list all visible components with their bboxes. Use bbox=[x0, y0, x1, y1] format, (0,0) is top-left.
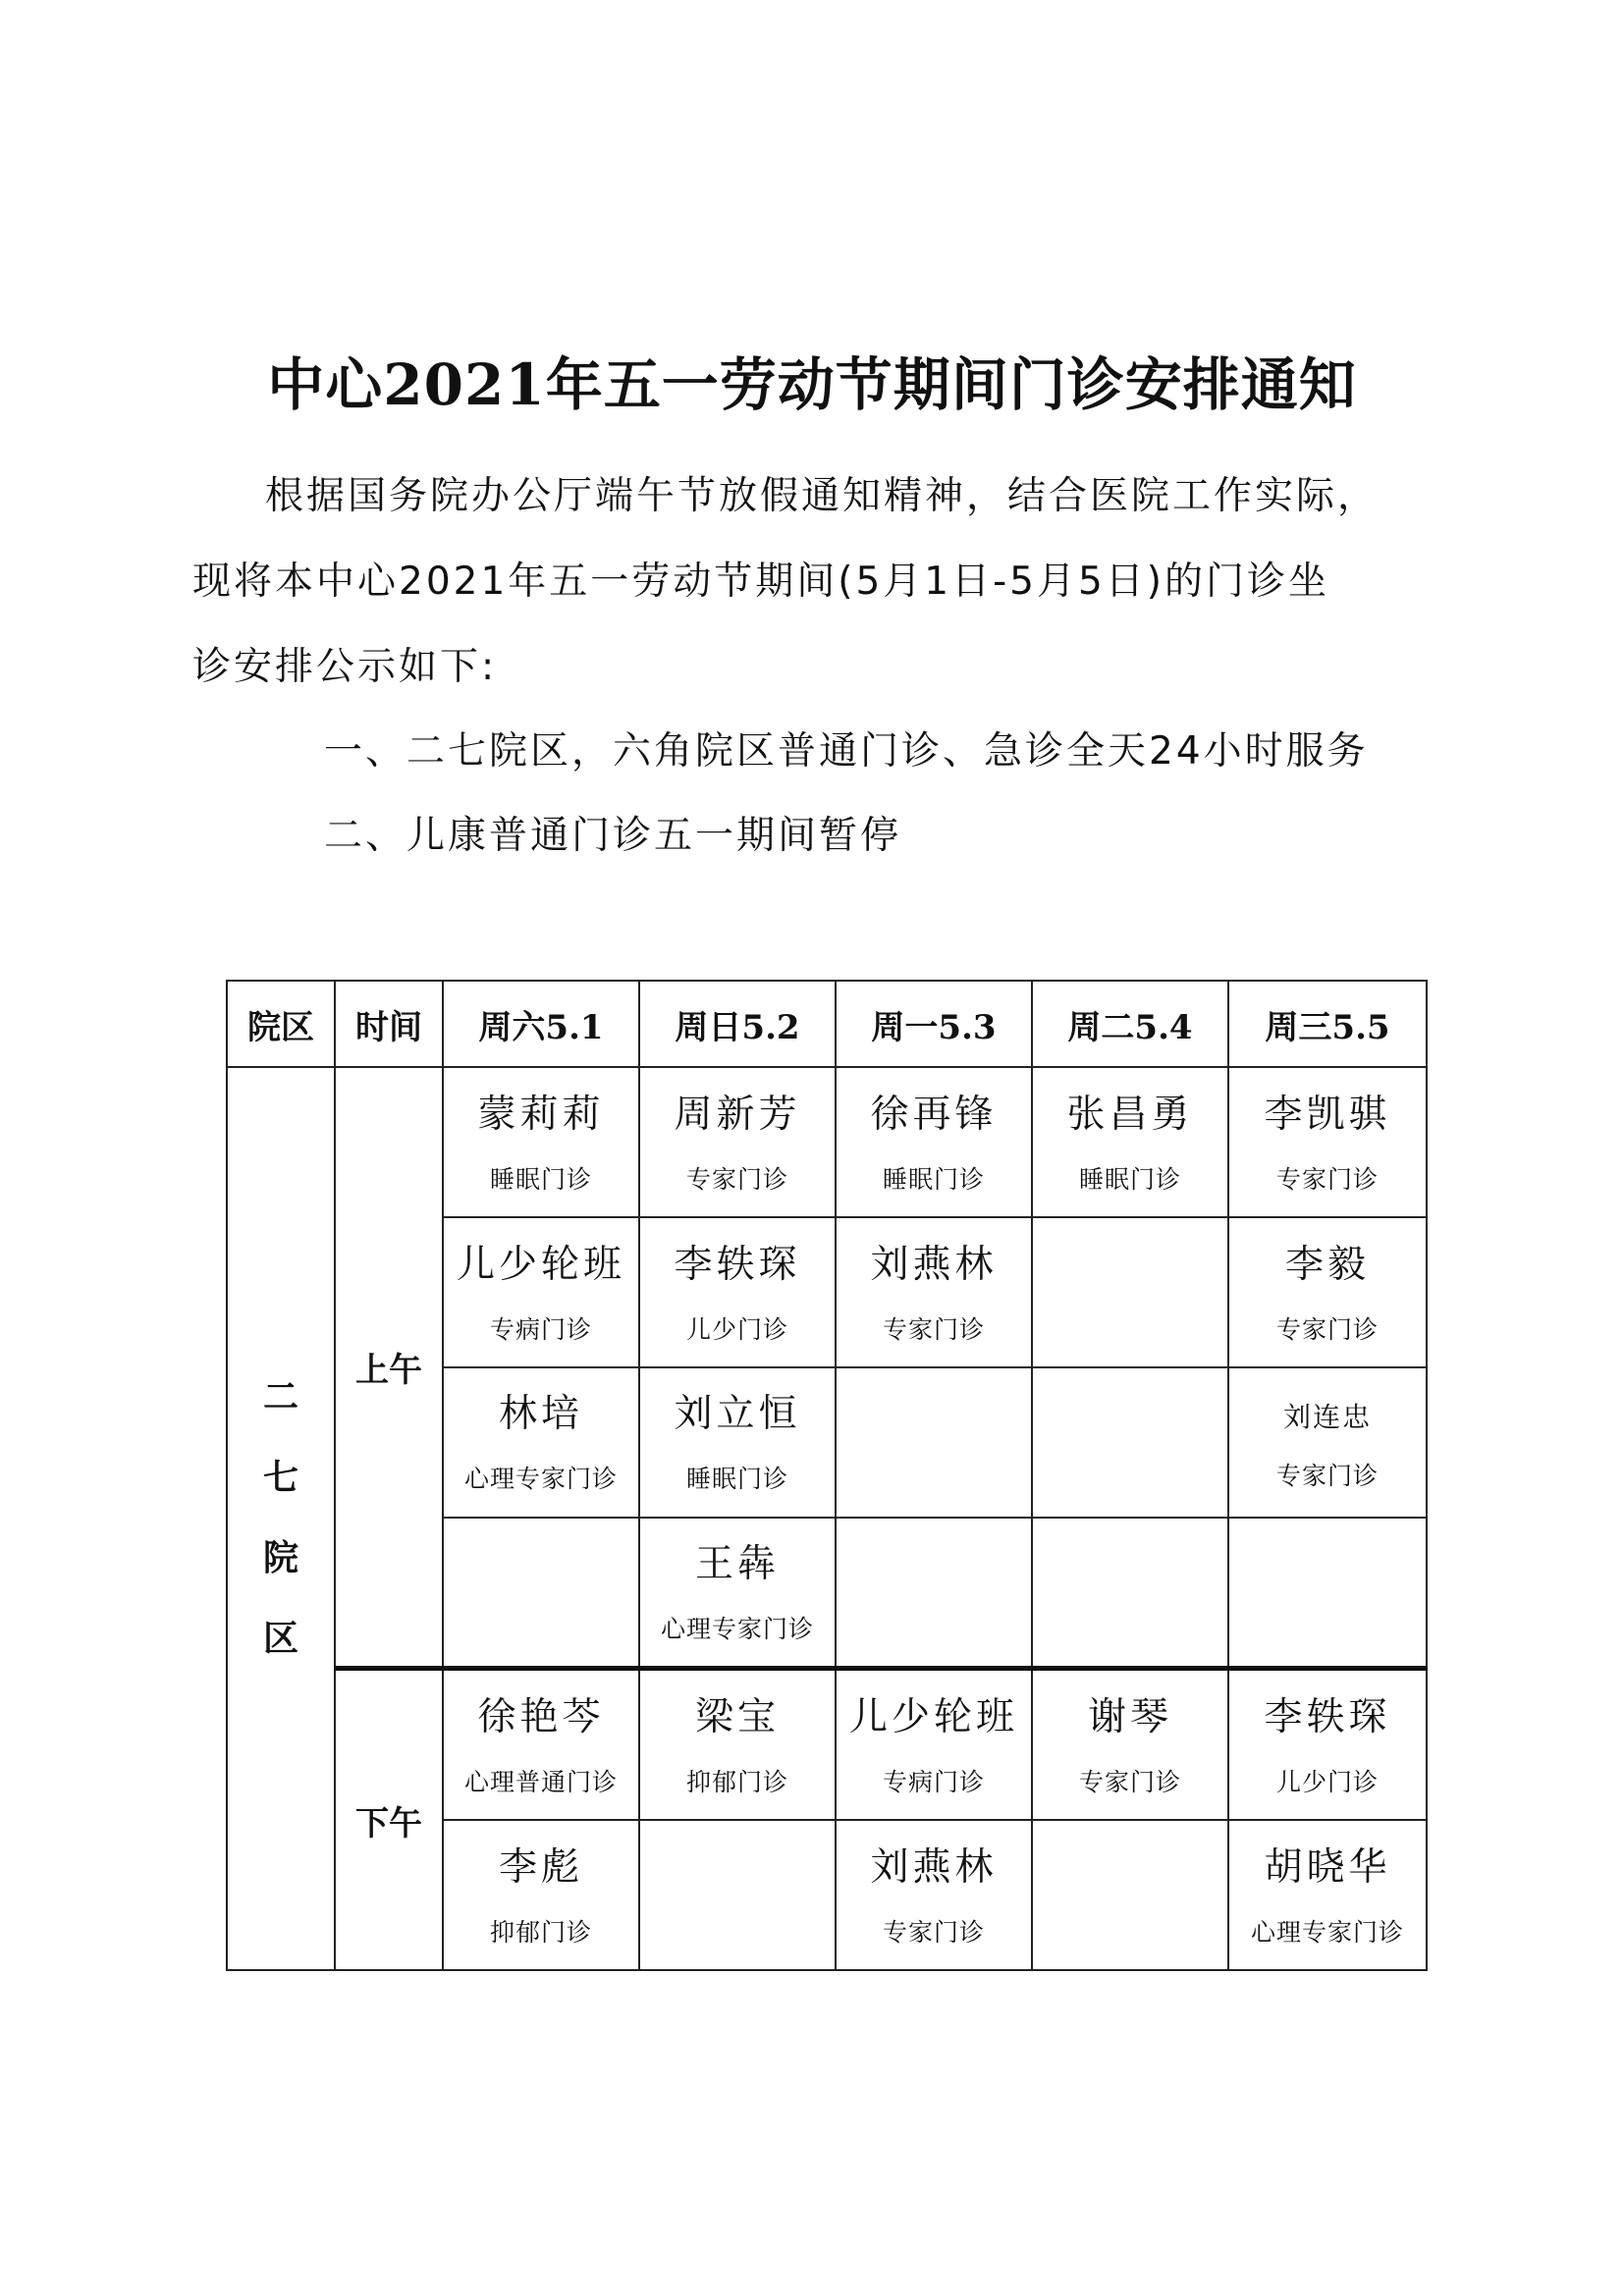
schedule-cell bbox=[1228, 1367, 1427, 1518]
campus-cell bbox=[227, 1067, 335, 1970]
intro-paragraph-line-3: 诊安排公示如下: bbox=[192, 645, 498, 689]
schedule-cell bbox=[443, 1367, 639, 1518]
clinic-type: 专家门诊 bbox=[882, 1314, 985, 1344]
doctor-name: 梁宝 bbox=[694, 1694, 780, 1739]
clinic-type: 专家门诊 bbox=[1078, 1767, 1181, 1796]
intro-paragraph-line-1: 根据国务院办公厅端午节放假通知精神，结合医院工作实际， bbox=[265, 474, 1380, 518]
header-day-tue: 周二5.4 bbox=[1032, 981, 1228, 1067]
clinic-type: 儿少门诊 bbox=[1275, 1767, 1379, 1796]
doctor-name: 刘立恒 bbox=[674, 1392, 801, 1437]
intro-paragraph-line-2: 现将本中心2021年五一劳动节期间(5月1日-5月5日)的门诊坐 bbox=[192, 560, 1330, 604]
schedule-cell bbox=[639, 1367, 836, 1518]
schedule-cell bbox=[836, 1217, 1032, 1367]
clinic-type: 专家门诊 bbox=[1275, 1164, 1379, 1194]
schedule-cell-empty bbox=[836, 1518, 1032, 1669]
clinic-type: 抑郁门诊 bbox=[685, 1767, 788, 1796]
schedule-cell bbox=[1032, 1669, 1228, 1820]
schedule-cell-empty bbox=[836, 1367, 1032, 1518]
clinic-type: 心理普通门诊 bbox=[463, 1767, 618, 1796]
header-day-sun: 周日5.2 bbox=[639, 981, 836, 1067]
schedule-cell-empty bbox=[1032, 1217, 1228, 1367]
header-campus: 院区 bbox=[227, 981, 335, 1067]
schedule-cell bbox=[443, 1820, 639, 1970]
schedule-cell-empty bbox=[1032, 1820, 1228, 1970]
clinic-type: 睡眠门诊 bbox=[685, 1465, 788, 1494]
notice-item-2: 二、儿康普通门诊五一期间暂停 bbox=[324, 814, 902, 858]
schedule-cell bbox=[1228, 1820, 1427, 1970]
schedule-cell-empty bbox=[1032, 1518, 1228, 1669]
clinic-type: 睡眠门诊 bbox=[489, 1164, 592, 1194]
schedule-cell bbox=[443, 1669, 639, 1820]
doctor-name: 李彪 bbox=[498, 1844, 583, 1890]
campus-char: 区 bbox=[262, 1619, 298, 1660]
doctor-name: 李毅 bbox=[1284, 1242, 1370, 1287]
doctor-name: 张昌勇 bbox=[1066, 1092, 1194, 1137]
schedule-cell bbox=[639, 1669, 836, 1820]
clinic-type: 专病门诊 bbox=[489, 1314, 592, 1344]
campus-char: 二 bbox=[262, 1377, 298, 1418]
clinic-type: 心理专家门诊 bbox=[1250, 1917, 1404, 1947]
doctor-name: 周新芳 bbox=[674, 1092, 801, 1137]
schedule-cell bbox=[836, 1669, 1032, 1820]
doctor-name: 徐再锋 bbox=[870, 1092, 998, 1137]
schedule-table bbox=[226, 980, 1428, 1971]
doctor-name: 谢琴 bbox=[1087, 1694, 1172, 1739]
doctor-name: 儿少轮班 bbox=[456, 1242, 625, 1287]
doctor-name: 蒙莉莉 bbox=[477, 1092, 605, 1137]
schedule-cell bbox=[836, 1820, 1032, 1970]
clinic-type: 睡眠门诊 bbox=[1078, 1164, 1181, 1194]
schedule-cell-empty bbox=[1228, 1518, 1427, 1669]
clinic-type: 儿少门诊 bbox=[685, 1314, 788, 1344]
doctor-name: 李凯骐 bbox=[1264, 1092, 1391, 1137]
schedule-cell bbox=[1228, 1669, 1427, 1820]
schedule-cell bbox=[836, 1067, 1032, 1217]
schedule-cell bbox=[639, 1217, 836, 1367]
schedule-cell bbox=[443, 1067, 639, 1217]
schedule-cell bbox=[1228, 1217, 1427, 1367]
clinic-type: 专家门诊 bbox=[685, 1164, 788, 1194]
table-header-row bbox=[227, 981, 1427, 1067]
campus-char: 七 bbox=[262, 1458, 298, 1499]
doctor-name: 李轶琛 bbox=[674, 1242, 801, 1287]
clinic-type: 专病门诊 bbox=[882, 1767, 985, 1796]
doctor-name: 李轶琛 bbox=[1264, 1694, 1391, 1739]
schedule-cell-empty bbox=[1032, 1367, 1228, 1518]
doctor-name: 刘连忠 bbox=[1282, 1401, 1372, 1434]
clinic-type: 专家门诊 bbox=[882, 1917, 985, 1947]
campus-char: 院 bbox=[262, 1538, 298, 1579]
schedule-cell-empty bbox=[639, 1820, 836, 1970]
clinic-type: 心理专家门诊 bbox=[660, 1615, 814, 1644]
doctor-name: 林培 bbox=[498, 1392, 583, 1437]
notice-item-1: 一、二七院区，六角院区普通门诊、急诊全天24小时服务 bbox=[324, 729, 1369, 774]
doctor-name: 徐艳芩 bbox=[477, 1694, 605, 1739]
clinic-type: 专家门诊 bbox=[1275, 1462, 1379, 1491]
doctor-name: 胡晓华 bbox=[1264, 1844, 1391, 1890]
page-title: 中心2021年五一劳动节期间门诊安排通知 bbox=[267, 351, 1357, 418]
schedule-cell bbox=[639, 1067, 836, 1217]
schedule-cell-empty bbox=[443, 1518, 639, 1669]
doctor-name: 刘燕林 bbox=[870, 1242, 998, 1287]
doctor-name: 王犇 bbox=[694, 1542, 780, 1587]
header-day-mon: 周一5.3 bbox=[836, 981, 1032, 1067]
doctor-name: 儿少轮班 bbox=[848, 1694, 1018, 1739]
schedule-cell bbox=[443, 1217, 639, 1367]
header-day-sat: 周六5.1 bbox=[443, 981, 639, 1067]
clinic-type: 专家门诊 bbox=[1275, 1314, 1379, 1344]
doctor-name: 刘燕林 bbox=[870, 1844, 998, 1890]
clinic-type: 睡眠门诊 bbox=[882, 1164, 985, 1194]
schedule-cell bbox=[1032, 1067, 1228, 1217]
clinic-type: 心理专家门诊 bbox=[463, 1465, 618, 1494]
afternoon-label: 下午 bbox=[335, 1669, 443, 1970]
header-day-wed: 周三5.5 bbox=[1228, 981, 1427, 1067]
header-time: 时间 bbox=[335, 981, 443, 1067]
clinic-type: 抑郁门诊 bbox=[489, 1917, 592, 1947]
table-row bbox=[227, 1669, 1427, 1820]
schedule-cell bbox=[1228, 1067, 1427, 1217]
schedule-cell bbox=[639, 1518, 836, 1669]
table-row bbox=[227, 1067, 1427, 1217]
morning-label: 上午 bbox=[335, 1067, 443, 1669]
